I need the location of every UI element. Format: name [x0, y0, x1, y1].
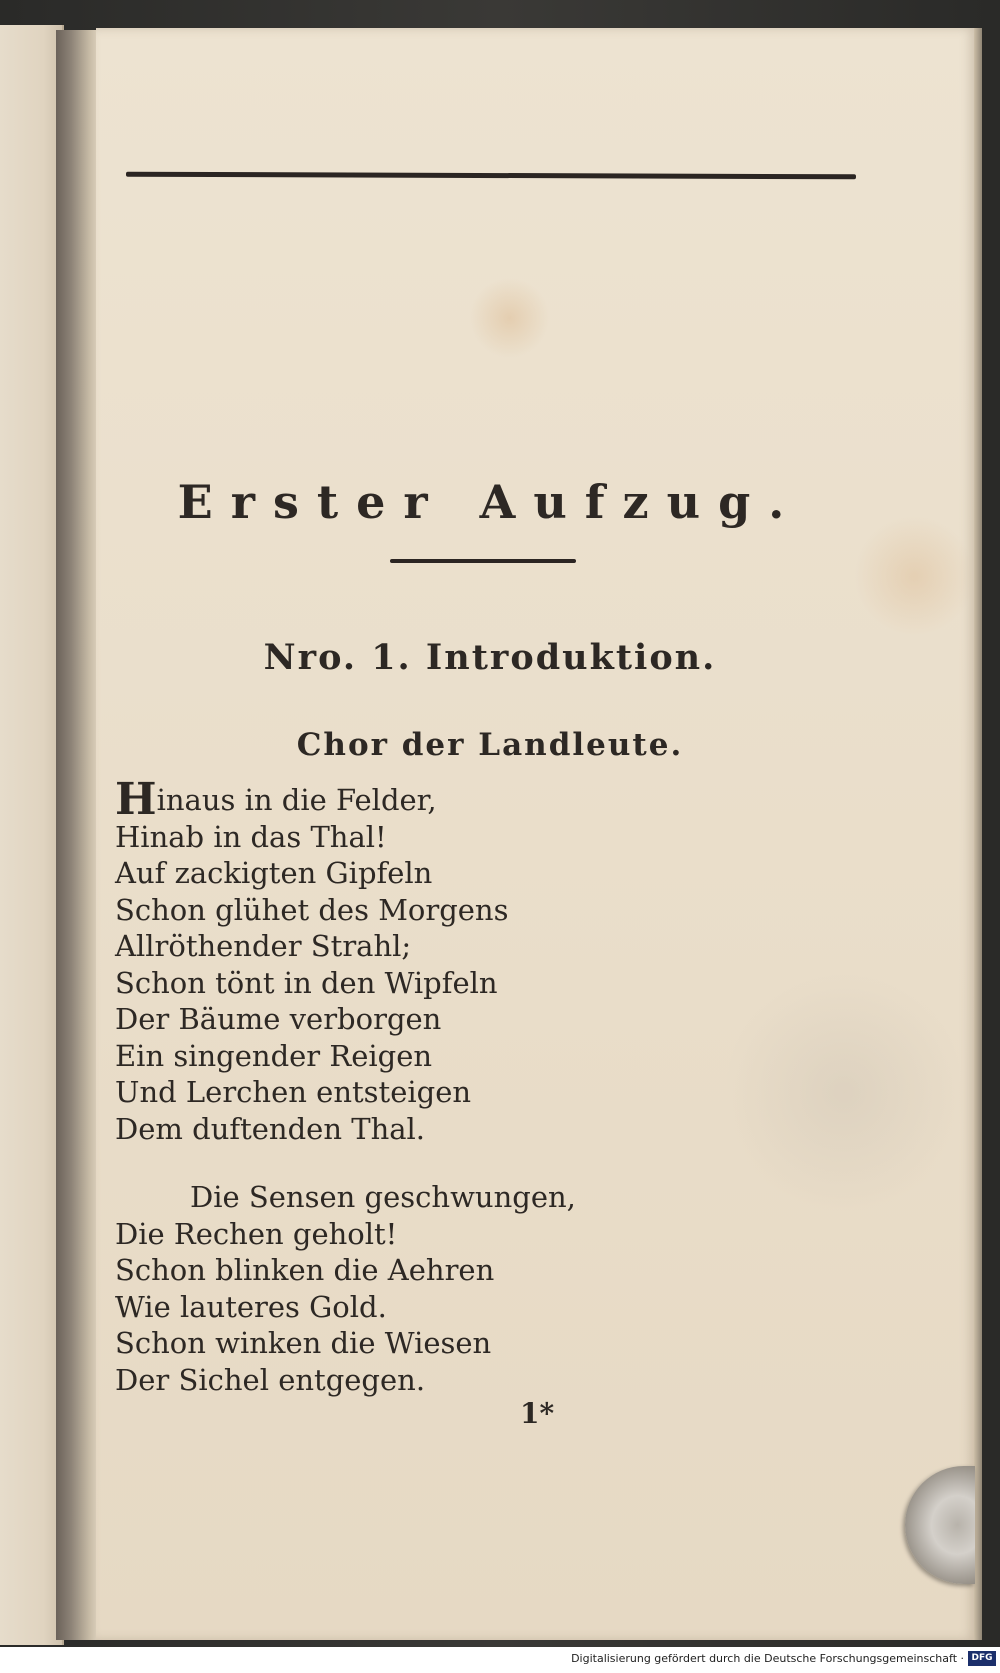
dfg-logo: DFG [968, 1651, 996, 1666]
verse-line: Allröthender Strahl; [115, 929, 412, 963]
verse-line: Dem duftenden Thal. [115, 1111, 426, 1146]
verse-line: Schon tönt in den Wipfeln [115, 965, 498, 1000]
verse-line: Schon winken die Wiesen [115, 1326, 492, 1360]
verse-line: Wie lauteres Gold. [115, 1289, 387, 1324]
verse-line-text: inaus in die Felder, [156, 783, 437, 817]
verse-line: Die Rechen geholt! [115, 1216, 398, 1251]
act-title: Erster Aufzug. [177, 475, 803, 529]
verse-line: Schon glühet des Morgens [115, 892, 509, 927]
verse-line: Ein singender Reigen [115, 1038, 433, 1073]
verse-line: Der Bäume verborgen [115, 1002, 442, 1036]
verse-line: Der Sichel entgegen. [115, 1362, 426, 1397]
verse-1 [115, 774, 509, 1147]
verse-line [115, 774, 509, 825]
footer-credit: Digitalisierung gefördert durch die Deutsche Forschungsgemeinschaft · [571, 1652, 964, 1665]
verse-line: Auf zackigten Gipfeln [115, 856, 433, 890]
drop-cap: H [115, 774, 157, 825]
verse-2 [115, 1179, 576, 1398]
number-heading: Nro. 1. Introduktion. [263, 637, 717, 678]
verse-line: Schon blinken die Aehren [115, 1253, 495, 1287]
facing-page-edge [0, 25, 64, 1645]
verse-line: Und Lerchen entsteigen [115, 1075, 472, 1109]
title-rule [390, 559, 576, 563]
book-gutter [56, 30, 98, 1640]
verse-line: Die Sensen geschwungen, [190, 1180, 576, 1214]
signature-mark: 1* [520, 1397, 555, 1430]
verse-line: Hinab in das Thal! [115, 819, 387, 854]
page-edge [974, 28, 982, 1640]
chorus-heading: Chor der Landleute. [296, 727, 684, 763]
